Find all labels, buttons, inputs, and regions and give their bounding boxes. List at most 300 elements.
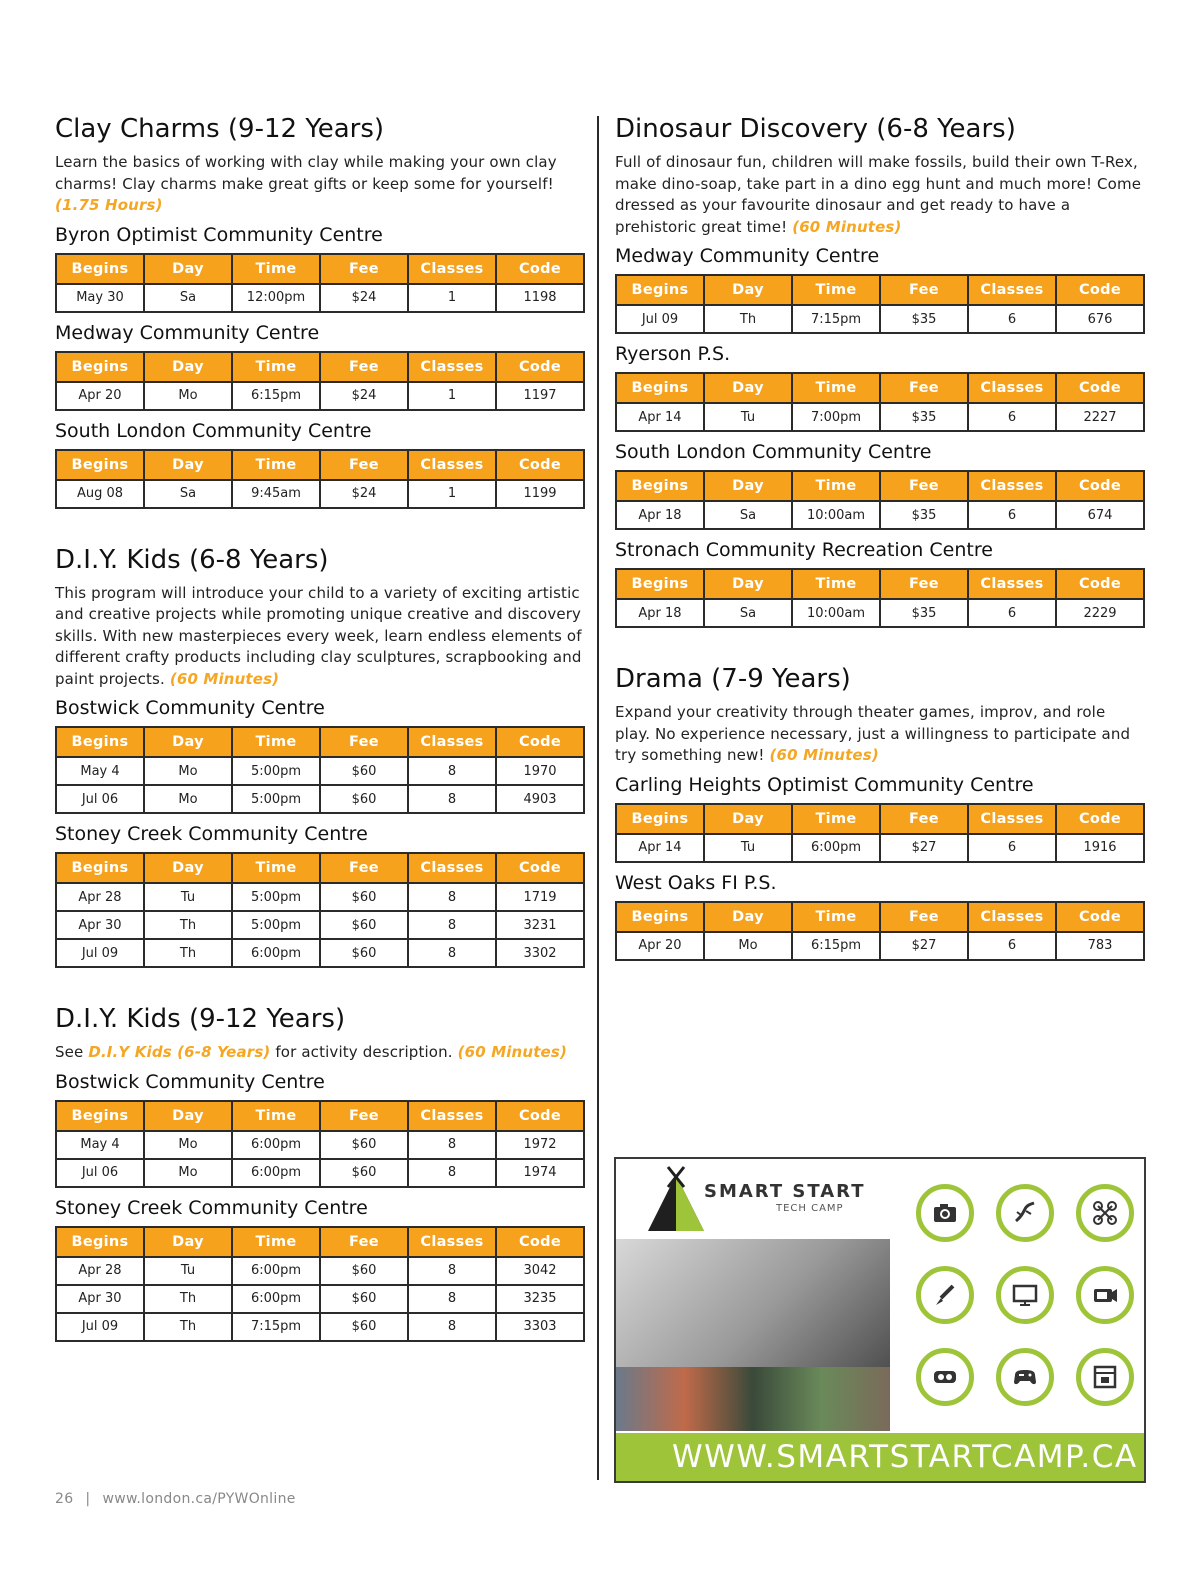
column-header: Classes <box>968 902 1056 932</box>
schedule-table <box>55 351 585 411</box>
ad-brand: SMART START <box>704 1181 866 1202</box>
table-cell: 8 <box>408 785 496 813</box>
location-title: Stoney Creek Community Centre <box>55 1196 368 1219</box>
table-row <box>56 1313 584 1341</box>
column-header: Begins <box>56 1101 144 1131</box>
ad-subtitle: TECH CAMP <box>776 1203 844 1214</box>
column-header: Day <box>704 275 792 305</box>
table-cell: $60 <box>320 939 408 967</box>
table-cell: $35 <box>880 403 968 431</box>
table-cell: 8 <box>408 1257 496 1285</box>
table-row <box>616 305 1144 333</box>
location-title: Medway Community Centre <box>615 245 880 267</box>
column-header: Classes <box>408 450 496 480</box>
program-title: D.I.Y. Kids (6-8 Years) <box>55 544 329 575</box>
table-cell: Th <box>144 1313 232 1341</box>
column-header: Time <box>232 254 320 284</box>
table-cell: $60 <box>320 1131 408 1159</box>
paintbrush-icon <box>916 1266 974 1324</box>
table-cell: Th <box>144 911 232 939</box>
column-header: Fee <box>880 275 968 305</box>
table-cell: Jul 06 <box>56 1159 144 1187</box>
table-cell: 1 <box>408 480 496 508</box>
table-row <box>56 284 584 312</box>
table-cell: Sa <box>144 284 232 312</box>
table-cell: $24 <box>320 284 408 312</box>
table-header-row <box>616 373 1144 403</box>
table-cell: $60 <box>320 1159 408 1187</box>
location-title: Stronach Community Recreation Centre <box>615 539 993 561</box>
table-cell: Apr 30 <box>56 911 144 939</box>
column-header: Code <box>1056 902 1144 932</box>
program-block <box>615 662 1145 961</box>
table-cell: Mo <box>144 757 232 785</box>
table-cell: Jul 06 <box>56 785 144 813</box>
table-cell: Sa <box>704 599 792 627</box>
table-header-row <box>616 902 1144 932</box>
table-cell: 8 <box>408 883 496 911</box>
column-header: Classes <box>968 373 1056 403</box>
table-cell: 1974 <box>496 1159 584 1187</box>
column-header: Day <box>144 450 232 480</box>
duration-badge: (60 Minutes) <box>457 1043 567 1061</box>
table-header-row <box>56 254 584 284</box>
duration-badge: (60 Minutes) <box>169 669 280 688</box>
table-cell: 6 <box>968 932 1056 960</box>
table-cell: Th <box>704 305 792 333</box>
lizard-icon <box>996 1184 1054 1242</box>
duration-badge: (60 Minutes) <box>769 746 879 764</box>
table-cell: Mo <box>704 932 792 960</box>
column-header: Time <box>232 1101 320 1131</box>
table-cell: 6:15pm <box>232 382 320 410</box>
column-header: Time <box>792 804 880 834</box>
column-header: Fee <box>880 804 968 834</box>
column-header: Code <box>496 853 584 883</box>
table-cell: Tu <box>144 883 232 911</box>
table-cell: $60 <box>320 1313 408 1341</box>
table-cell: Apr 20 <box>56 382 144 410</box>
table-cell: Mo <box>144 1131 232 1159</box>
table-cell: 1970 <box>496 757 584 785</box>
schedule-table <box>55 1226 585 1342</box>
column-header: Time <box>792 569 880 599</box>
table-row <box>56 1131 584 1159</box>
column-header: Code <box>496 352 584 382</box>
table-row <box>56 939 584 967</box>
table-cell: Apr 30 <box>56 1285 144 1313</box>
table-cell: 6:00pm <box>232 939 320 967</box>
table-cell: Th <box>144 939 232 967</box>
column-header: Time <box>792 373 880 403</box>
schedule-table <box>615 372 1145 432</box>
table-cell: Aug 08 <box>56 480 144 508</box>
drone-icon <box>1076 1184 1134 1242</box>
table-header-row <box>616 569 1144 599</box>
location-title: West Oaks FI P.S. <box>615 871 777 894</box>
table-cell: 7:15pm <box>232 1313 320 1341</box>
column-header: Time <box>232 1227 320 1257</box>
table-cell: Sa <box>704 501 792 529</box>
table-cell: Apr 14 <box>616 403 704 431</box>
column-header: Begins <box>56 254 144 284</box>
column-header: Classes <box>408 1227 496 1257</box>
table-cell: 3042 <box>496 1257 584 1285</box>
column-header: Fee <box>880 373 968 403</box>
duration-badge: (60 Minutes) <box>792 217 902 236</box>
column-header: Code <box>1056 569 1144 599</box>
column-header: Code <box>496 450 584 480</box>
program-description <box>55 152 585 217</box>
table-header-row <box>56 450 584 480</box>
schedule-table <box>55 253 585 313</box>
table-header-row <box>56 1101 584 1131</box>
table-cell: 10:00am <box>792 599 880 627</box>
column-header: Begins <box>56 853 144 883</box>
program-description <box>55 1042 585 1064</box>
column-header: Classes <box>968 275 1056 305</box>
table-row <box>56 1159 584 1187</box>
table-cell: 783 <box>1056 932 1144 960</box>
table-cell: 7:00pm <box>792 403 880 431</box>
camera-icon <box>916 1184 974 1242</box>
description-text: Full of dinosaur fun, children will make fossils, build their own T-Rex, make dino-soap, take part in a dino egg hunt and much more! Come dressed as your favourite dinosaur and get ready to have a prehistoric great time! <box>615 153 1142 236</box>
table-cell: 5:00pm <box>232 883 320 911</box>
program-description <box>615 702 1145 767</box>
column-header: Begins <box>616 373 704 403</box>
column-header: Fee <box>320 352 408 382</box>
column-header: Begins <box>616 569 704 599</box>
table-cell: Jul 09 <box>56 939 144 967</box>
table-cell: 1972 <box>496 1131 584 1159</box>
table-cell: Th <box>144 1285 232 1313</box>
column-header: Code <box>1056 275 1144 305</box>
ad-url[interactable]: WWW.SMARTSTARTCAMP.CA <box>672 1439 1138 1475</box>
program-block <box>55 543 585 969</box>
table-cell: 10:00am <box>792 501 880 529</box>
table-cell: $60 <box>320 911 408 939</box>
table-cell: 6 <box>968 305 1056 333</box>
table-cell: Jul 09 <box>56 1313 144 1341</box>
column-header: Begins <box>56 1227 144 1257</box>
schedule-table <box>615 568 1145 628</box>
table-cell: 4903 <box>496 785 584 813</box>
schedule-table <box>615 901 1145 961</box>
table-cell: 1 <box>408 284 496 312</box>
column-header: Classes <box>408 352 496 382</box>
table-cell: $27 <box>880 932 968 960</box>
table-header-row <box>56 1227 584 1257</box>
table-cell: $24 <box>320 382 408 410</box>
location-title: South London Community Centre <box>55 419 372 442</box>
table-cell: $35 <box>880 599 968 627</box>
table-cell: Mo <box>144 1159 232 1187</box>
table-cell: 3302 <box>496 939 584 967</box>
column-header: Time <box>232 853 320 883</box>
location-title: Medway Community Centre <box>55 321 320 344</box>
table-cell: 2229 <box>1056 599 1144 627</box>
table-cell: Mo <box>144 382 232 410</box>
page-footer <box>55 1491 296 1507</box>
column-header: Classes <box>968 471 1056 501</box>
column-header: Code <box>1056 373 1144 403</box>
column-header: Time <box>792 275 880 305</box>
column-header: Begins <box>616 804 704 834</box>
schedule-table <box>55 852 585 968</box>
description-text: Expand your creativity through theater games, improv, and role play. No experience necessary, just a willingness to participate and try something new! <box>615 703 1131 764</box>
table-cell: 1197 <box>496 382 584 410</box>
table-cell: May 4 <box>56 1131 144 1159</box>
column-header: Day <box>144 1227 232 1257</box>
table-cell: 8 <box>408 1313 496 1341</box>
ad-vr-photo <box>616 1239 890 1367</box>
table-header-row <box>616 804 1144 834</box>
program-title: Clay Charms (9-12 Years) <box>55 114 385 144</box>
column-header: Begins <box>616 471 704 501</box>
program-title: D.I.Y. Kids (9-12 Years) <box>55 1004 346 1034</box>
page-number: 26 <box>55 1491 74 1507</box>
description-suffix: for activity description. <box>275 1043 453 1061</box>
column-header: Code <box>496 254 584 284</box>
video-camera-icon <box>1076 1266 1134 1324</box>
left-column <box>55 112 585 1376</box>
column-header: Time <box>232 352 320 382</box>
table-cell: May 4 <box>56 757 144 785</box>
schedule-table <box>615 803 1145 863</box>
column-header: Day <box>704 373 792 403</box>
table-cell: 2227 <box>1056 403 1144 431</box>
right-column <box>615 112 1145 995</box>
program-block <box>615 112 1145 628</box>
table-cell: 6:00pm <box>792 834 880 862</box>
table-row <box>56 480 584 508</box>
column-header: Begins <box>56 727 144 757</box>
column-header: Time <box>232 727 320 757</box>
schedule-table <box>615 470 1145 530</box>
table-cell: $60 <box>320 1257 408 1285</box>
monitor-icon <box>996 1266 1054 1324</box>
column-header: Fee <box>320 727 408 757</box>
table-cell: 5:00pm <box>232 911 320 939</box>
column-header: Begins <box>616 275 704 305</box>
table-cell: 6 <box>968 834 1056 862</box>
table-cell: $35 <box>880 305 968 333</box>
location-title: Carling Heights Optimist Community Centre <box>615 773 1034 796</box>
description-link[interactable]: D.I.Y Kids (6-8 Years) <box>88 1043 271 1061</box>
duration-badge: (1.75 Hours) <box>55 196 163 214</box>
column-header: Fee <box>880 569 968 599</box>
table-row <box>56 883 584 911</box>
table-cell: 8 <box>408 1159 496 1187</box>
program-block <box>55 1002 585 1342</box>
program-title: Dinosaur Discovery (6-8 Years) <box>615 114 1016 144</box>
3d-printer-icon <box>1076 1348 1134 1406</box>
table-cell: $27 <box>880 834 968 862</box>
table-cell: $60 <box>320 883 408 911</box>
table-cell: Tu <box>704 834 792 862</box>
table-cell: Apr 28 <box>56 1257 144 1285</box>
table-cell: 1199 <box>496 480 584 508</box>
table-cell: 8 <box>408 911 496 939</box>
table-cell: 6 <box>968 501 1056 529</box>
table-cell: 6:00pm <box>232 1131 320 1159</box>
column-header: Day <box>704 471 792 501</box>
table-row <box>56 1285 584 1313</box>
table-row <box>56 785 584 813</box>
location-title: Bostwick Community Centre <box>55 1070 325 1093</box>
table-cell: 8 <box>408 939 496 967</box>
footer-url[interactable]: www.london.ca/PYWOnline <box>102 1491 296 1507</box>
table-cell: 12:00pm <box>232 284 320 312</box>
column-divider <box>597 116 599 1480</box>
table-row <box>616 599 1144 627</box>
table-row <box>56 757 584 785</box>
table-cell: Tu <box>144 1257 232 1285</box>
column-header: Classes <box>408 853 496 883</box>
gamepad-icon <box>996 1348 1054 1406</box>
table-cell: 1 <box>408 382 496 410</box>
column-header: Day <box>144 352 232 382</box>
column-header: Day <box>704 902 792 932</box>
table-header-row <box>616 471 1144 501</box>
description-text: This program will introduce your child to a variety of exciting artistic and creative projects while promoting unique creative and discovery skills. With new masterpieces every week, learn endless elements of different crafty products including clay sculptures, scrapbooking and paint projects. <box>55 583 582 688</box>
table-cell: 7:15pm <box>792 305 880 333</box>
table-cell: May 30 <box>56 284 144 312</box>
table-cell: 1719 <box>496 883 584 911</box>
table-header-row <box>56 727 584 757</box>
column-header: Time <box>792 471 880 501</box>
table-cell: 6 <box>968 599 1056 627</box>
column-header: Begins <box>56 450 144 480</box>
table-cell: 6:00pm <box>232 1285 320 1313</box>
program-block <box>55 112 585 509</box>
table-cell: $35 <box>880 501 968 529</box>
column-header: Code <box>1056 471 1144 501</box>
location-title: Ryerson P.S. <box>615 343 731 365</box>
table-row <box>56 911 584 939</box>
table-cell: Apr 14 <box>616 834 704 862</box>
table-cell: 5:00pm <box>232 757 320 785</box>
smart-start-ad[interactable] <box>614 1157 1146 1483</box>
table-cell: 8 <box>408 1131 496 1159</box>
table-cell: 1198 <box>496 284 584 312</box>
column-header: Code <box>496 1227 584 1257</box>
description-prefix: See <box>55 1043 84 1061</box>
table-cell: Apr 28 <box>56 883 144 911</box>
column-header: Fee <box>320 1101 408 1131</box>
location-title: South London Community Centre <box>615 441 932 463</box>
table-cell: 3231 <box>496 911 584 939</box>
column-header: Classes <box>408 254 496 284</box>
column-header: Day <box>144 727 232 757</box>
schedule-table <box>55 449 585 509</box>
program-title: Drama (7-9 Years) <box>615 664 851 694</box>
column-header: Code <box>496 1101 584 1131</box>
column-header: Classes <box>408 1101 496 1131</box>
table-cell: 676 <box>1056 305 1144 333</box>
column-header: Day <box>144 853 232 883</box>
column-header: Begins <box>56 352 144 382</box>
schedule-table <box>55 726 585 814</box>
teepee-logo-icon <box>646 1165 706 1237</box>
table-row <box>616 501 1144 529</box>
table-row <box>616 932 1144 960</box>
location-title: Byron Optimist Community Centre <box>55 223 383 246</box>
column-header: Code <box>1056 804 1144 834</box>
schedule-table <box>55 1100 585 1188</box>
ad-photo-strip <box>616 1367 890 1431</box>
footer-separator: | <box>85 1491 91 1507</box>
table-cell: Jul 09 <box>616 305 704 333</box>
table-cell: $60 <box>320 1285 408 1313</box>
table-cell: 1916 <box>1056 834 1144 862</box>
table-cell: $24 <box>320 480 408 508</box>
column-header: Day <box>144 254 232 284</box>
column-header: Day <box>704 804 792 834</box>
table-cell: 6:15pm <box>792 932 880 960</box>
table-cell: Apr 20 <box>616 932 704 960</box>
description-text: Learn the basics of working with clay while making your own clay charms! Clay charms make great gifts or keep some for yourself! <box>55 153 557 193</box>
table-cell: Apr 18 <box>616 599 704 627</box>
column-header: Time <box>792 902 880 932</box>
vr-headset-icon <box>916 1348 974 1406</box>
table-cell: 8 <box>408 757 496 785</box>
table-header-row <box>616 275 1144 305</box>
table-cell: 3235 <box>496 1285 584 1313</box>
table-header-row <box>56 853 584 883</box>
column-header: Fee <box>880 471 968 501</box>
program-description <box>55 583 585 691</box>
column-header: Fee <box>320 254 408 284</box>
column-header: Fee <box>320 1227 408 1257</box>
table-cell: Tu <box>704 403 792 431</box>
column-header: Time <box>232 450 320 480</box>
table-row <box>56 1257 584 1285</box>
table-cell: 6 <box>968 403 1056 431</box>
table-row <box>616 403 1144 431</box>
column-header: Fee <box>320 450 408 480</box>
table-header-row <box>56 352 584 382</box>
table-cell: 6:00pm <box>232 1159 320 1187</box>
program-description <box>615 152 1145 238</box>
column-header: Classes <box>408 727 496 757</box>
ad-url-bar <box>616 1433 1144 1481</box>
column-header: Classes <box>968 569 1056 599</box>
column-header: Begins <box>616 902 704 932</box>
table-cell: Sa <box>144 480 232 508</box>
location-title: Bostwick Community Centre <box>55 697 325 719</box>
table-cell: Apr 18 <box>616 501 704 529</box>
table-cell: $60 <box>320 757 408 785</box>
schedule-table <box>615 274 1145 334</box>
table-cell: 5:00pm <box>232 785 320 813</box>
table-cell: Mo <box>144 785 232 813</box>
location-title: Stoney Creek Community Centre <box>55 823 368 845</box>
table-cell: 674 <box>1056 501 1144 529</box>
table-cell: 3303 <box>496 1313 584 1341</box>
column-header: Fee <box>320 853 408 883</box>
table-cell: $60 <box>320 785 408 813</box>
table-cell: 6:00pm <box>232 1257 320 1285</box>
column-header: Classes <box>968 804 1056 834</box>
column-header: Fee <box>880 902 968 932</box>
table-cell: 9:45am <box>232 480 320 508</box>
column-header: Day <box>704 569 792 599</box>
table-row <box>616 834 1144 862</box>
table-row <box>56 382 584 410</box>
column-header: Code <box>496 727 584 757</box>
table-cell: 8 <box>408 1285 496 1313</box>
